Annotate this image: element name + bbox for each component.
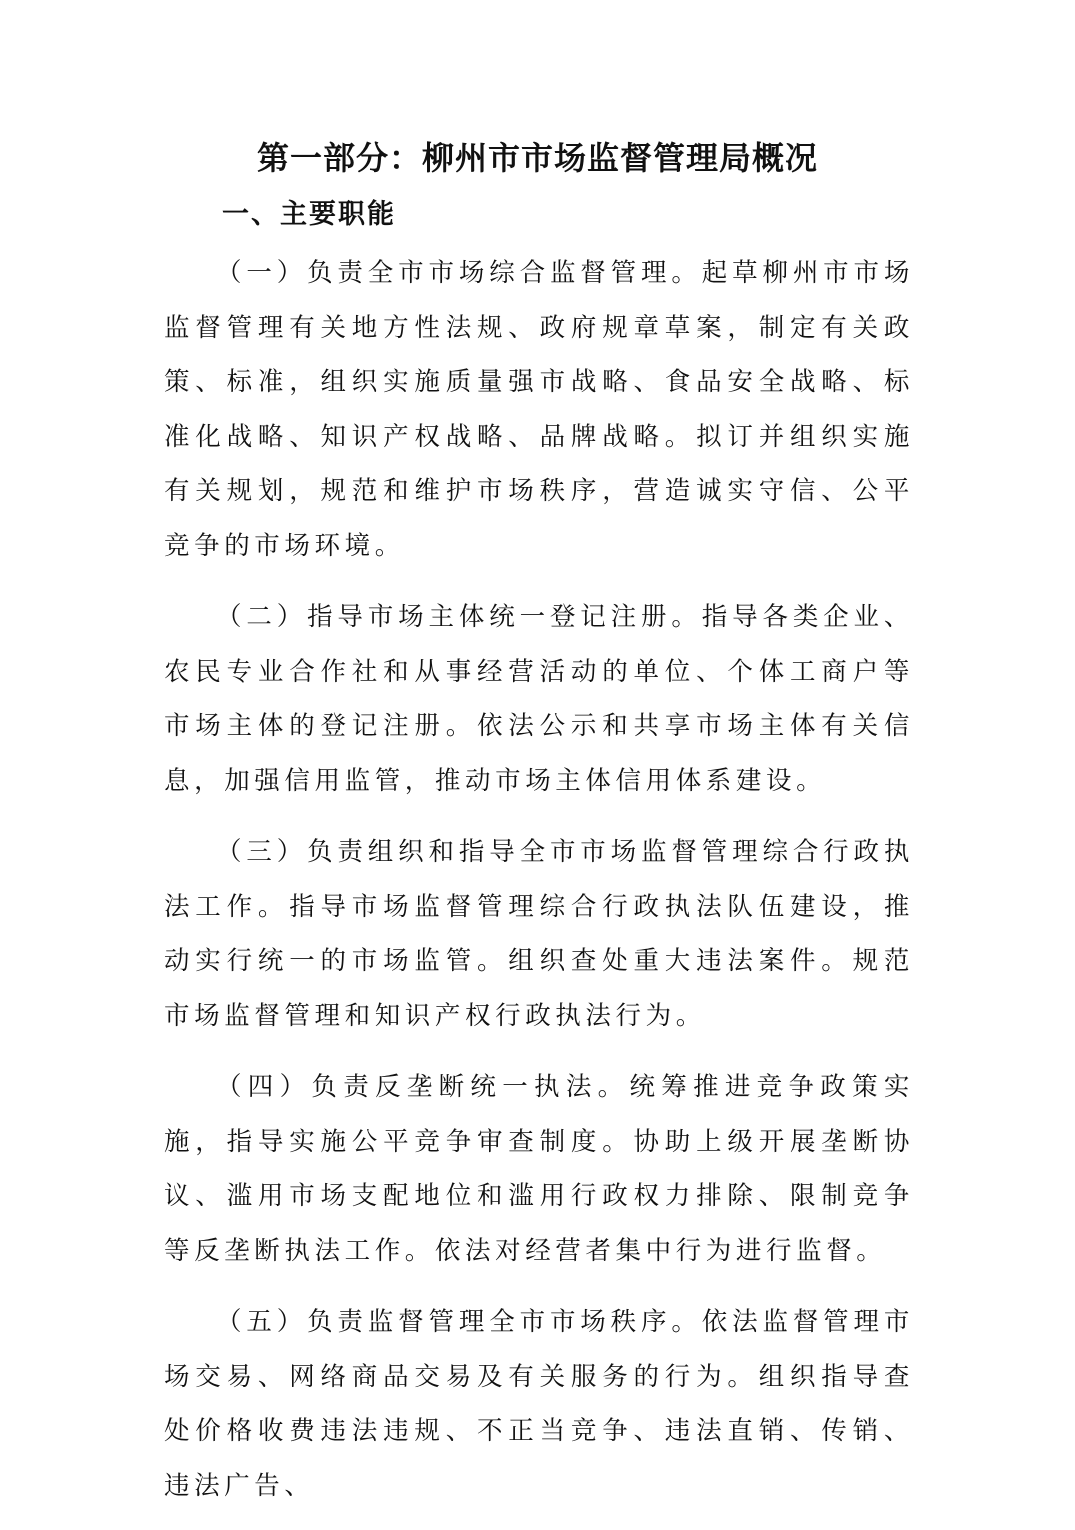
section-heading: 一、主要职能	[222, 199, 396, 230]
paragraph-4: （四）负责反垄断统一执法。统筹推进竞争政策实施，指导实施公平竞争审查制度。协助上级开展垄断协议、滥用市场支配地位和滥用行政权力排除、限制竞争等反垄断执法工作。依法对经营者集中行为进行监督。	[164, 1072, 914, 1266]
paragraph-2: （二）指导市场主体统一登记注册。指导各类企业、农民专业合作社和从事经营活动的单位、个体工商户等市场主体的登记注册。依法公示和共享市场主体有关信息，加强信用监管，推动市场主体信用体系建设。	[164, 602, 914, 796]
document-body	[164, 246, 914, 1530]
paragraph-5: （五）负责监督管理全市市场秩序。依法监督管理市场交易、网络商品交易及有关服务的行为。组织指导查处价格收费违法违规、不正当竞争、违法直销、传销、违法广告、	[164, 1307, 914, 1501]
paragraph-3: （三）负责组织和指导全市市场监督管理综合行政执法工作。指导市场监督管理综合行政执法队伍建设，推动实行统一的市场监管。组织查处重大违法案件。规范市场监督管理和知识产权行政执法行为。	[164, 837, 914, 1031]
paragraph-1: （一）负责全市市场综合监督管理。起草柳州市市场监督管理有关地方性法规、政府规章草案，制定有关政策、标准，组织实施质量强市战略、食品安全战略、标准化战略、知识产权战略、品牌战略。拟订并组织实施有关规划，规范和维护市场秩序，营造诚实守信、公平竞争的市场环境。	[164, 258, 914, 561]
document-title: 第一部分：柳州市市场监督管理局概况	[256, 139, 818, 177]
